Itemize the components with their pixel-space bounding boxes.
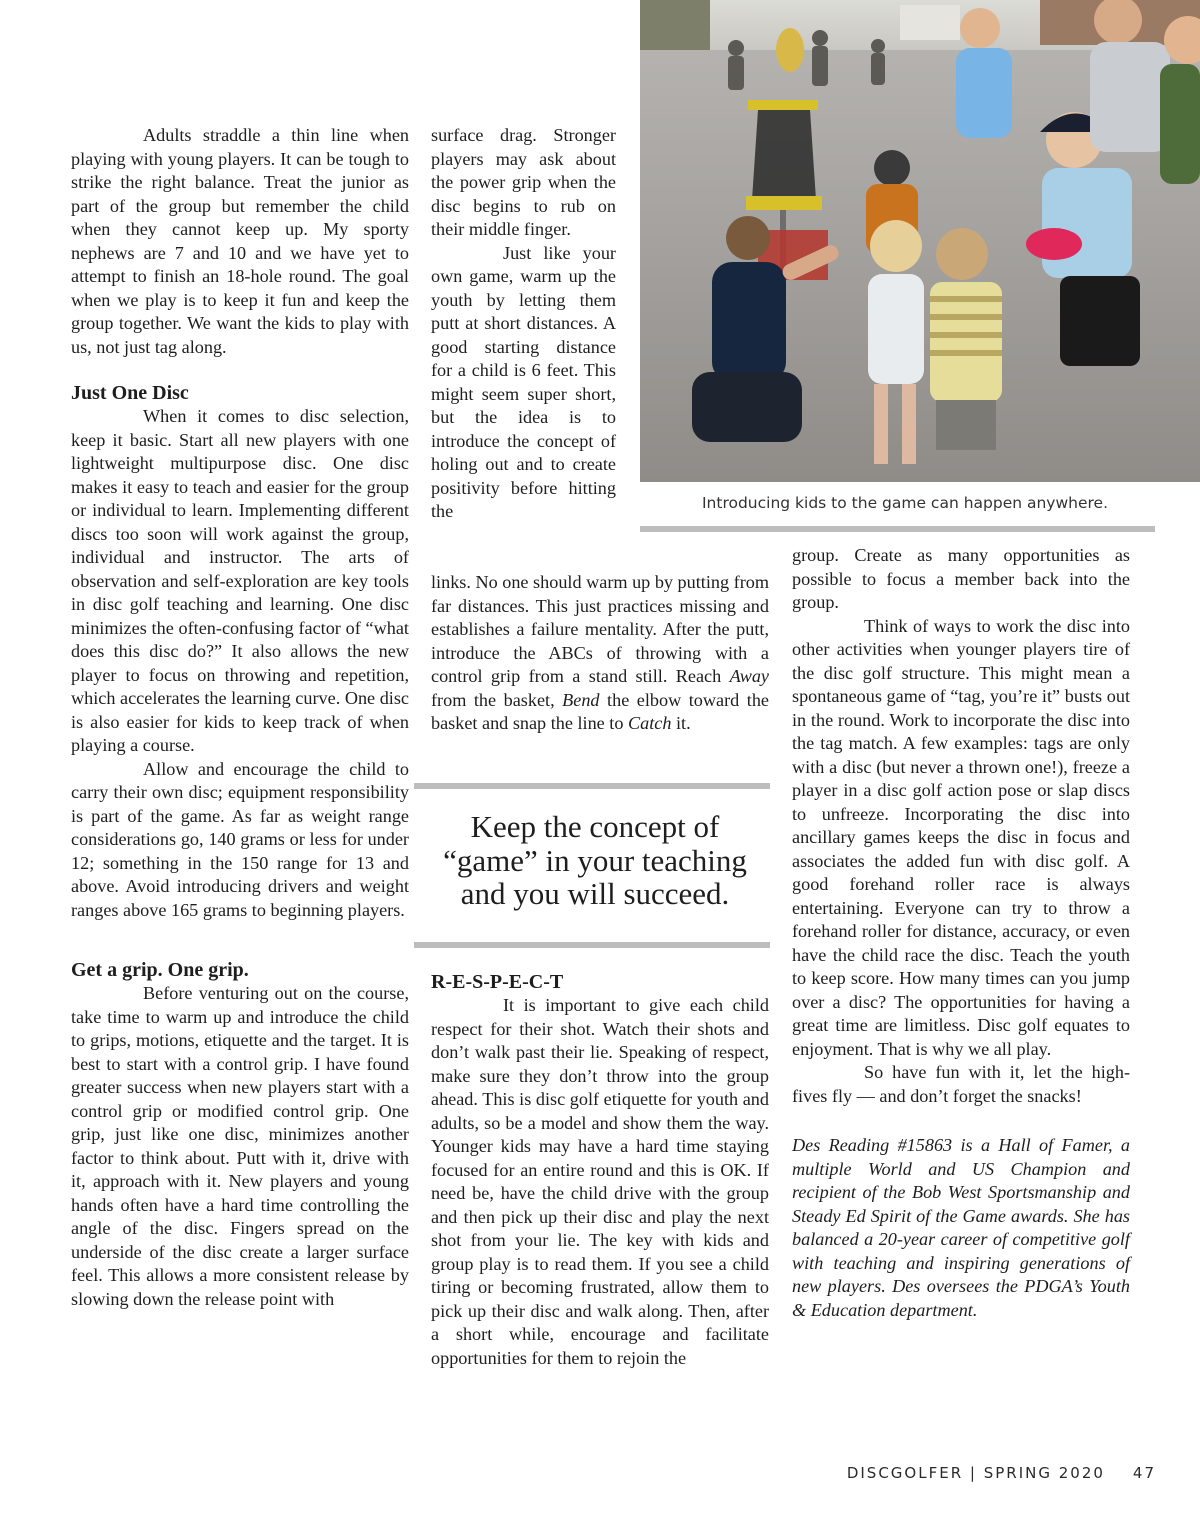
section-heading-get-a-grip: Get a grip. One grip. [71,959,249,981]
author-bio: Des Reading #15863 is a Hall of Famer, a multiple World and US Champion and recipient of the Bob West Sportsmanship and Steady Ed Spirit of the Game awards. She has balanced a 20-year career of competitive golf with teaching and inspiring generations of new players. Des oversees the PDGA’s Youth & Education department. [792,1135,1130,1320]
photo-illustration [640,0,1200,482]
page-footer [847,1464,1156,1482]
page-number: 47 [1132,1464,1156,1482]
publication-name: DISCGOLFER | SPRING 2020 [846,1464,1105,1482]
paragraph: When it comes to disc selection, keep it basic. Start all new players with one lightweight multipurpose disc. One disc makes it easy to teach and easier for the group or individual to learn. Implementing different discs too soon will work against the group, individual and instructor. The arts of observation and self-exploration are key tools in disc golf teaching and learning. One disc minimizes the often-confusing factor of “what does this disc do?” It also allows the new player to focus on throwing and repetition, which accelerates the learning curve. One disc is also easier for kids to keep track of when playing a course. [71,406,409,755]
emphasis-catch: Catch [627,713,672,733]
emphasis-bend: Bend [562,689,600,710]
paragraph: surface drag. Stronger players may ask about the power grip when the disc begins to rub on their middle finger. [431,125,616,239]
paragraph: group. Create as many opportunities as possible to focus a member back into the group. [792,545,1130,612]
article-column-1 [71,124,409,1311]
paragraph: Allow and encourage the child to carry their own disc; equipment responsibility is part of the game. As far as weight range considerations go, 140 grams or less for under 12; something in the 150 range for 13 and above. Avoid introducing drivers and weight ranges above 165 grams to beginning players. [71,758,409,920]
section-heading-just-one-disc: Just One Disc [71,382,189,404]
article-column-2-bottom [431,970,769,1370]
pull-quote-bottom-rule [414,942,770,948]
photo-caption: Introducing kids to the game can happen anywhere. [701,494,1109,512]
pull-quote-top-rule [414,783,770,789]
emphasis-away: Away [729,666,769,686]
article-column-3 [792,544,1130,1322]
paragraph: Just like your own game, warm up the youth by letting them putt at short distances. A good starting distance for a child is 6 feet. This might seem super short, but the idea is to introduce the concept of holing out and to create positivity before hitting the [431,242,616,521]
paragraph: It is important to give each child respect for their shot. Watch their shots and don’t walk past their lie. Speaking of respect, make sure they don’t throw into the group ahead. This is disc golf etiquette for youth and adults, so be a model and show them the way. Younger kids may have a hard time staying focused for an entire round and this is OK. If need be, have the child drive with the group and then pick up their disc and play the next shot from your lie. The key with kids and group play is to read them. If you see a child tiring or becoming frustrated, allow them to pick up their disc and walk along. Then, after a short while, encourage and facilitate opportunities for them to rejoin the [431,995,769,1368]
paragraph: links. No one should warm up by putting from far distances. This just practices missing and establishes a failure mentality. After the putt, introduce the ABCs of throwing with a control grip from a stand still. Reach Away from the basket, Bend the elbow toward the basket and snap the line to Catch it. [431,572,770,733]
paragraph: Before venturing out on the course, take time to warm up and introduce the child to grips, motions, etiquette and the target. It is best to start with a control grip. I have found greater success when new players start with a control grip or modified control grip. One grip, just like one disc, minimizes another factor to think about. Putt with it, drive with it, approach with it. New players and young hands often have a hard time controlling the angle of the disc. Fingers spread on the underside of the disc create a larger surface feel. This allows a more consistent release by slowing down the release point with [71,983,409,1309]
paragraph: Think of ways to work the disc into other activities when younger players tire of the disc golf structure. This might mean a spontaneous game of “tag, you’re it” busts out in the round. Work to incorporate the disc into the tag match. A few examples: tags are only with a disc (but never a thrown one!), freeze a player in a disc golf action pose or slap discs to unfreeze. Incorporating the disc into ancillary games keeps the disc in focus and associates the added fun with disc golf. A good forehand roller race is always entertaining. Everyone can try to throw a forehand roller for distance, accuracy, or even have the child race the disc. Teach the youth to keep score. How many times can you jump over a disc? The opportunities for having a great time are limitless. Disc golf equates to enjoyment. That is why we all play. [792,615,1130,1059]
caption-rule [640,526,1155,532]
article-photo [640,0,1200,482]
article-column-2-top [431,124,616,524]
paragraph: So have fun with it, let the high-fives fly — and don’t forget the snacks! [792,1062,1130,1106]
section-heading-respect: R-E-S-P-E-C-T [431,971,564,993]
pull-quote: Keep the concept of “game” in your teaching and you will succeed. [443,809,747,911]
article-column-2-mid [431,571,769,736]
paragraph: Adults straddle a thin line when playing with young players. It can be tough to strike the right balance. Treat the junior as part of the group but remember the child when they cannot keep up. My sporty nephews are 7 and 10 and we have yet to attempt to finish an 18-hole round. The goal when we play is to keep it fun and keep the group together. We want the kids to play with us, not just tag along. [71,125,409,357]
